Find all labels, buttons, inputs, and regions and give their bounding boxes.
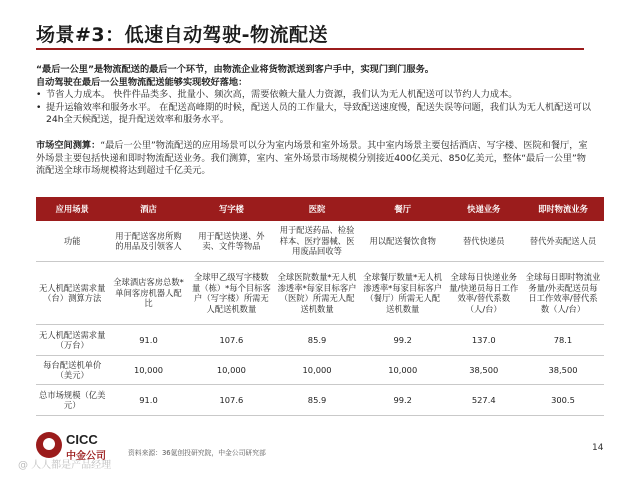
table-cell: 99.2 [360,325,446,356]
table-cell: 10,000 [108,356,188,385]
table-cell: 10,000 [360,356,446,385]
table-cell: 107.6 [189,325,275,356]
logo-text-cn: 中金公司 [66,451,106,462]
table-header-row [36,197,604,221]
table-cell: 99.2 [360,385,446,416]
row-header: 功能 [36,221,108,262]
table-cell: 全球酒店客房总数*单间客房机器人配比 [108,262,188,325]
table-row [36,356,604,385]
intro-section [36,64,596,127]
table-cell: 全球甲乙级写字楼数量（栋）*每个目标客户（写字楼）所需无人配送机数量 [189,262,275,325]
table-row [36,221,604,262]
benefit-item: • 提升运输效率和服务水平。 在配送高峰期的时候，配送人员的工作量大，导致配送速度慢，配送失误等问题，我们认为无人机配送可以24h全天候配送，提升配送效率和服务水平。 [36,102,596,127]
column-header: 写字楼 [189,197,275,221]
market-sizing-table [36,197,604,416]
table-cell: 137.0 [446,325,522,356]
table-cell: 用于配送客房所购的用品及引领客人 [108,221,188,262]
table-cell: 91.0 [108,325,188,356]
row-header: 无人机配送需求量（万台） [36,325,108,356]
column-header: 餐厅 [360,197,446,221]
table-cell: 替代快递员 [446,221,522,262]
market-label: 市场空间测算： [36,140,101,151]
table-cell: 107.6 [189,385,275,416]
title-divider [36,48,584,50]
table-cell: 10,000 [189,356,275,385]
row-header: 总市场规模（亿美元） [36,385,108,416]
table-cell: 300.5 [522,385,604,416]
intro-paragraph: “最后一公里”是物流配送的最后一个环节，由物流企业将货物派送到客户手中，实现门到门服务。 [36,64,434,75]
market-text: “最后一公里”物流配送的应用场景可以分为室内场景和室外场景。其中室内场景主要包括酒店、写字楼、医院和餐厅，室外场景主要包括快递和即时物流配送业务。我们测算，室内、室外场景市场规模分别接近400亿美元、850亿美元，整体“最后一公里”物流配送全球市场规模将达到超过千亿美元。 [36,140,588,176]
page-number: 14 [592,443,604,453]
table-cell: 91.0 [108,385,188,416]
table-row [36,385,604,416]
source-note: 资料来源：36氪创投研究院，中金公司研究部 [128,449,266,457]
table-cell: 527.4 [446,385,522,416]
column-header: 即时物流业务 [522,197,604,221]
logo-text-en: CICC [66,432,98,447]
benefit-item: • 节省人力成本。 快件件品类多、批量小、频次高，需要依赖大量人力资源，我们认为无人机配送可以节约人力成本。 [36,89,596,102]
watermark: @ 人人都是产品经理 [18,460,112,471]
page-title: 场景#3：低速自动驾驶-物流配送 [36,24,329,46]
table-cell: 38,500 [446,356,522,385]
logo-mark-icon [36,432,62,458]
table-cell: 85.9 [274,385,360,416]
table-cell: 用于配送快递、外卖、文件等物品 [189,221,275,262]
column-header: 应用场景 [36,197,108,221]
table-cell: 全球餐厅数量*无人机渗透率*每家目标客户（餐厅）所需无人配送机数量 [360,262,446,325]
intro-subheading: 自动驾驶在最后一公里物流配送能够实现较好落地： [36,76,248,88]
table-cell: 78.1 [522,325,604,356]
table-cell: 38,500 [522,356,604,385]
table-cell: 用以配送餐饮食物 [360,221,446,262]
row-header: 每台配送机单价（美元） [36,356,108,385]
table-cell: 用于配送药品、检验样本、医疗器械、医用废品回收等 [274,221,360,262]
market-section [36,140,592,178]
table-cell: 10,000 [274,356,360,385]
table-row [36,325,604,356]
table-cell: 85.9 [274,325,360,356]
table-cell: 全球医院数量*无人机渗透率*每家目标客户（医院）所需无人配送机数量 [274,262,360,325]
column-header: 医院 [274,197,360,221]
table-cell: 替代外卖配送人员 [522,221,604,262]
table-cell: 全球每日快递业务量/快递员每日工作效率/替代系数（人/台） [446,262,522,325]
column-header: 酒店 [108,197,188,221]
benefit-list [36,89,596,127]
table-cell: 全球每日即时物流业务量/外卖配送员每日工作效率/替代系数（人/台） [522,262,604,325]
row-header: 无人机配送需求量（台）测算方法 [36,262,108,325]
column-header: 快递业务 [446,197,522,221]
table-row [36,262,604,325]
